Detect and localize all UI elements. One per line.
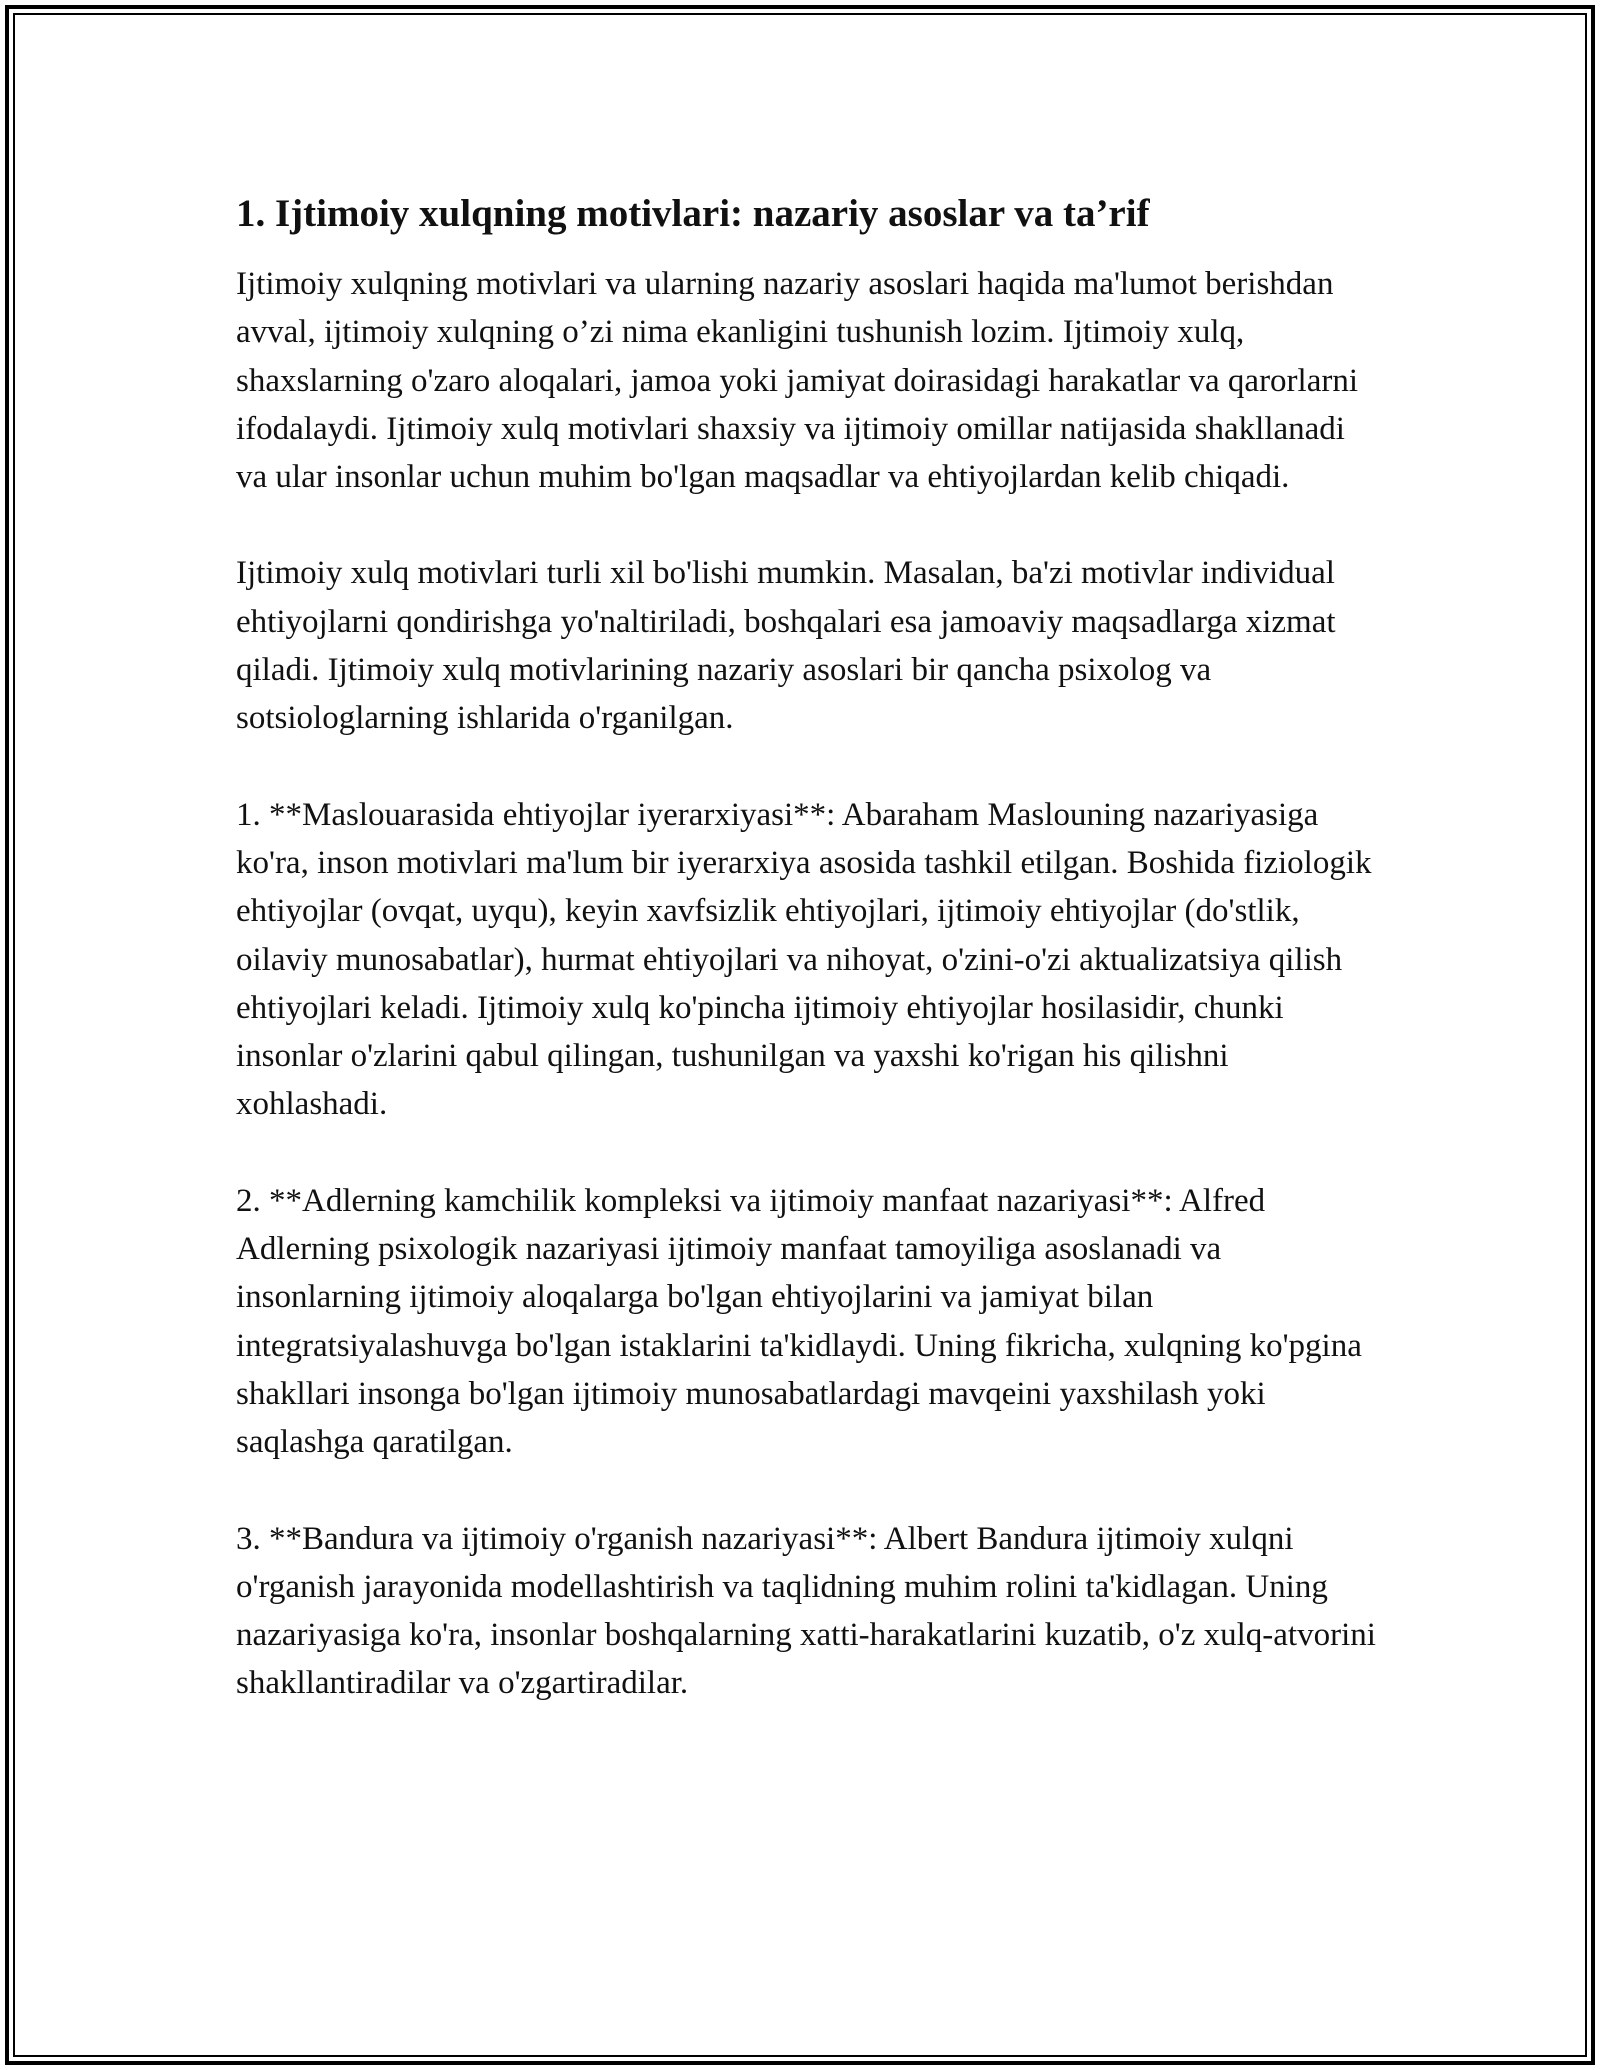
section-heading: 1. Ijtimoiy xulqning motivlari: nazariy asoslar va ta’rif (236, 192, 1150, 235)
paragraph-maslow: 1. **Maslouarasida ehtiyojlar iyerarxiyasi**: Abaraham Maslouning nazariyasiga ko'ra, inson motivlari ma'lum bir iyerarxiya asosida tashkil etilgan. Boshida fiziologik ehtiyojlar (ovqat, uyqu), keyin xavfsizlik ehtiyojlari, ijtimoiy ehtiyojlar (do'stlik, oilaviy munosabatlar), hurmat ehtiyojlari va nihoyat, o'zini-o'zi aktualizatsiya qilish ehtiyojlari keladi. Ijtimoiy xulq ko'pincha ijtimoiy ehtiyojlar hosilasidir, chunki insonlar o'zlarini qabul qilingan, tushunilgan va yaxshi ko'rigan his qilishni xohlashadi. (236, 796, 1372, 1123)
paragraph-motives: Ijtimoiy xulq motivlari turli xil bo'lishi mumkin. Masalan, ba'zi motivlar individual ehtiyojlarni qondirishga yo'naltiriladi, boshqalari esa jamoaviy maqsadlarga xizmat qiladi. Ijtimoiy xulq motivlarining nazariy asoslari bir qancha psixolog va sotsiologlarning ishlarida o'rganilgan. (236, 555, 1336, 737)
paragraph-adler: 2. **Adlerning kamchilik kompleksi va ijtimoiy manfaat nazariyasi**: Alfred Adlerning psixologik nazariyasi ijtimoiy manfaat tamoyiliga asoslanadi va insonlarning ijtimoiy aloqalarga bo'lgan ehtiyojlarini va jamiyat bilan integratsiyalashuvga bo'lgan istaklarini ta'kidlaydi. Uning fikricha, xulqning ko'pgina shakllari insonga bo'lgan ijtimoiy munosabatlardagi mavqeini yaxshilash yoki saqlashga qaratilgan. (236, 1182, 1362, 1461)
paragraph-bandura: 3. **Bandura va ijtimoiy o'rganish nazariyasi**: Albert Bandura ijtimoiy xulqni o'rganish jarayonida modellashtirish va taqlidning muhim rolini ta'kidlagan. Uning nazariyasiga ko'ra, insonlar boshqalarning xatti-harakatlarini kuzatib, o'z xulq-atvorini shakllantiradilar va o'zgartiradilar. (236, 1520, 1376, 1702)
document-body (236, 184, 1376, 1756)
paragraph-intro: Ijtimoiy xulqning motivlari va ularning nazariy asoslari haqida ma'lumot berishdan avval, ijtimoiy xulqning o’zi nima ekanligini tushunish lozim. Ijtimoiy xulq, shaxslarning o'zaro aloqalari, jamoa yoki jamiyat doirasidagi harakatlar va qarorlarni ifodalaydi. Ijtimoiy xulq motivlari shaxsiy va ijtimoiy omillar natijasida shakllanadi va ular insonlar uchun muhim bo'lgan maqsadlar va ehtiyojlardan kelib chiqadi. (236, 266, 1359, 496)
